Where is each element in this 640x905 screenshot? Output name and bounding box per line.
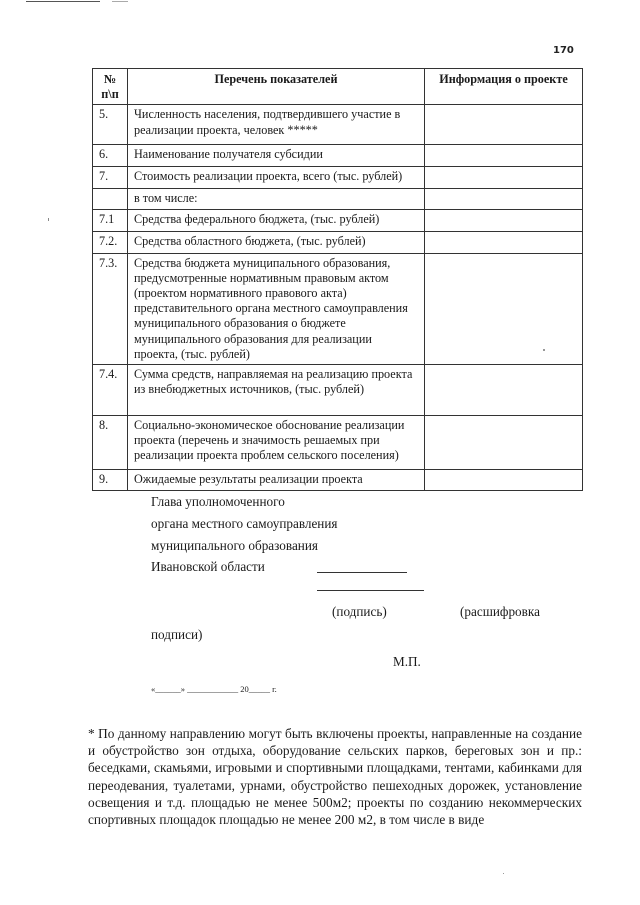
decode-label-continued: подписи) <box>151 627 203 642</box>
row-number: 7. <box>93 167 128 189</box>
row-indicator: Средства областного бюджета, (тыс. рублей) <box>128 231 425 253</box>
row-indicator: Средства федерального бюджета, (тыс. рублей) <box>128 209 425 231</box>
row-info-cell[interactable] <box>425 189 583 209</box>
row-indicator: Стоимость реализации проекта, всего (тыс. рублей) <box>128 167 425 189</box>
table-row <box>93 145 583 167</box>
project-info-table <box>92 68 583 491</box>
scan-artifact <box>503 873 504 874</box>
footnote: * По данному направлению могут быть включены проекты, направленные на создание и обустройство зон отдыха, оборудование сельских парков, береговых зон и пр.: беседками, скамьями, игровыми и спортивными площадками, тентами, кабинками для переодевания, туалетами, урнами, обустройство пешеходных дорожек, установление освещения и т.д. площадью не менее 500м2; проекты по созданию некоммерческих спортивных площадок площадью не менее 200 м2, в том числе в виде <box>88 726 582 828</box>
row-number: 6. <box>93 145 128 167</box>
row-number: 7.2. <box>93 231 128 253</box>
header-project-info: Информация о проекте <box>425 69 583 105</box>
row-indicator: Социально-экономическое обоснование реализации проекта (перечень и значимость решаемых при реализации проекта проблем сельского поселения) <box>128 416 425 470</box>
signatory-line-3: муниципального образования <box>151 538 318 553</box>
signatory-line-4: Ивановской области <box>151 559 265 574</box>
row-number: 5. <box>93 105 128 145</box>
table-row <box>93 105 583 145</box>
table-row <box>93 209 583 231</box>
table-row <box>93 470 583 491</box>
row-info-cell[interactable] <box>425 416 583 470</box>
table-row <box>93 365 583 416</box>
top-scan-rule <box>26 1 100 2</box>
row-info-cell[interactable] <box>425 105 583 145</box>
row-number <box>93 189 128 209</box>
row-indicator: Средства бюджета муниципального образования, предусмотренные нормативным правовым актом (проектом нормативного правового акта) представительного органа местного самоуправления муниципального образования о бюджете муниципального образования для реализации проекта, (тыс. рублей) <box>128 253 425 364</box>
row-indicator: в том числе: <box>128 189 425 209</box>
header-number: № п\п <box>93 69 128 105</box>
table-row <box>93 189 583 209</box>
row-info-cell[interactable] <box>425 253 583 364</box>
signatory-line-1: Глава уполномоченного <box>151 494 285 509</box>
row-info-cell[interactable] <box>425 470 583 491</box>
decode-label: (расшифровка <box>460 604 540 619</box>
row-info-cell[interactable] <box>425 145 583 167</box>
date-line[interactable]: «______» ____________ 20_____ г. <box>151 684 277 694</box>
scan-artifact <box>543 349 545 351</box>
signature-label: (подпись) <box>332 604 387 619</box>
table-row <box>93 253 583 364</box>
row-number: 9. <box>93 470 128 491</box>
row-info-cell[interactable] <box>425 167 583 189</box>
scan-artifact <box>48 218 49 221</box>
row-number: 8. <box>93 416 128 470</box>
table-row <box>93 416 583 470</box>
row-info-cell[interactable] <box>425 231 583 253</box>
table-header-row <box>93 69 583 105</box>
table-row <box>93 167 583 189</box>
stamp-label: М.П. <box>393 654 421 669</box>
row-number: 7.1 <box>93 209 128 231</box>
name-blank-line[interactable] <box>317 590 424 591</box>
row-indicator: Численность населения, подтвердившего участие в реализации проекта, человек ***** <box>128 105 425 145</box>
page-number: 170 <box>553 45 574 56</box>
header-indicators: Перечень показателей <box>128 69 425 105</box>
top-scan-rule <box>112 1 128 2</box>
row-indicator: Ожидаемые результаты реализации проекта <box>128 470 425 491</box>
row-number: 7.4. <box>93 365 128 416</box>
row-info-cell[interactable] <box>425 209 583 231</box>
table-row <box>93 231 583 253</box>
row-number: 7.3. <box>93 253 128 364</box>
signature-blank-line[interactable] <box>317 572 407 573</box>
signatory-line-2: органа местного самоуправления <box>151 516 338 531</box>
row-indicator: Сумма средств, направляемая на реализацию проекта из внебюджетных источников, (тыс. рублей) <box>128 365 425 416</box>
row-indicator: Наименование получателя субсидии <box>128 145 425 167</box>
row-info-cell[interactable] <box>425 365 583 416</box>
